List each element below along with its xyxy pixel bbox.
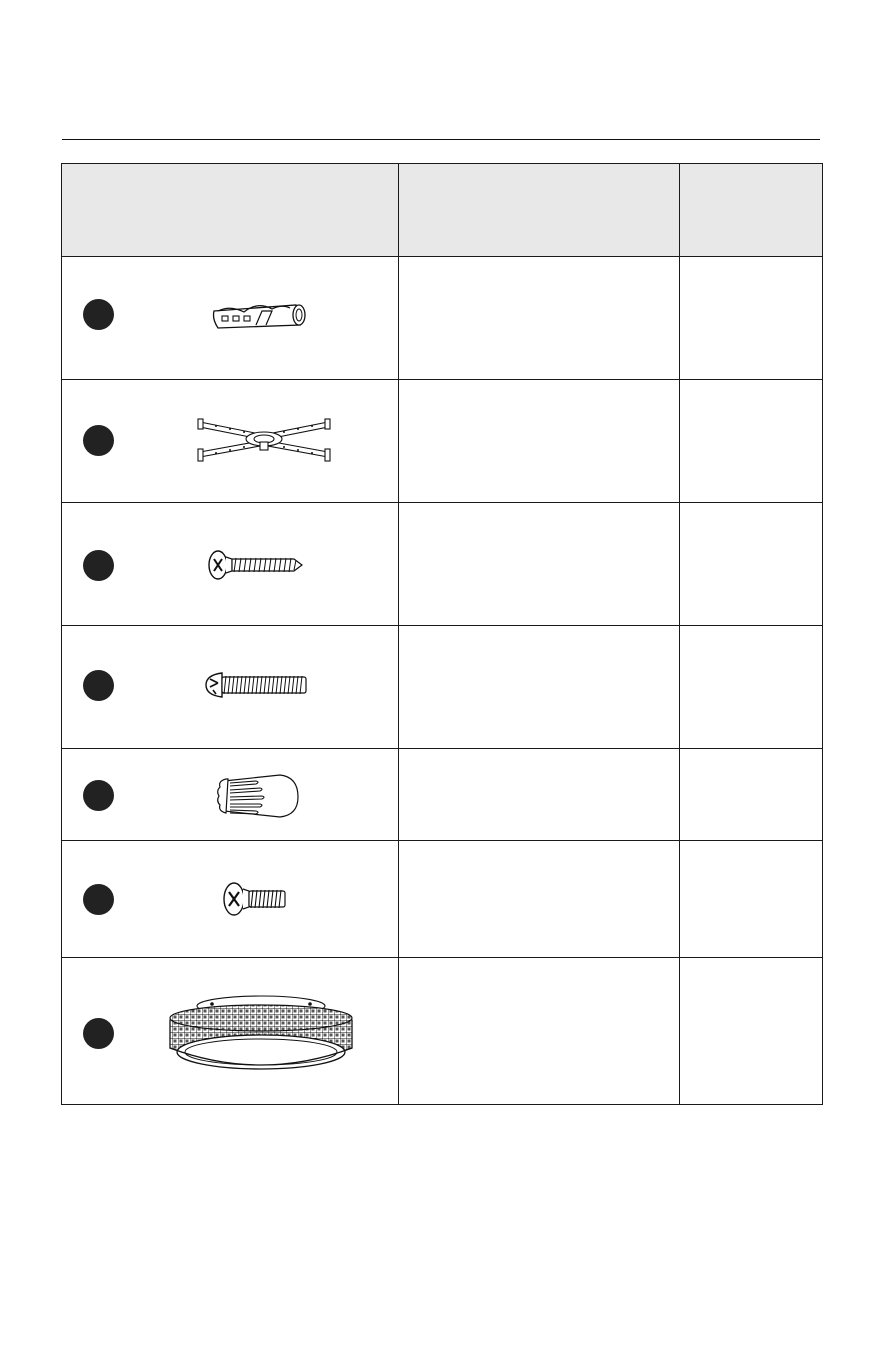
quantity-text: [680, 503, 822, 519]
part-cell: [62, 841, 399, 958]
table-header-row: [62, 164, 823, 257]
wall-anchor-icon: [210, 299, 310, 331]
ceiling-light-fixture-icon: [166, 990, 356, 1072]
part-cell: [62, 380, 399, 503]
description-text: [399, 257, 679, 273]
description-text: [399, 841, 679, 857]
quantity-text: [680, 749, 822, 765]
quantity-text: [680, 380, 822, 396]
table-row: [62, 257, 823, 380]
description-cell: [399, 257, 680, 380]
part-cell: [62, 958, 399, 1105]
table-row: [62, 749, 823, 841]
header-rule: [62, 139, 820, 140]
column-header-description: [399, 164, 680, 257]
table-row: [62, 958, 823, 1105]
item-badge: [83, 550, 114, 581]
table-row: [62, 503, 823, 626]
quantity-cell: [680, 841, 823, 958]
column-header-quantity: [680, 164, 823, 257]
item-badge: [83, 670, 114, 701]
quantity-cell: [680, 626, 823, 749]
column-header-part: [62, 164, 399, 257]
table-row: [62, 626, 823, 749]
description-cell: [399, 749, 680, 841]
description-text: [399, 958, 679, 974]
item-badge: [83, 884, 114, 915]
item-badge: [83, 299, 114, 330]
quantity-cell: [680, 958, 823, 1105]
quantity-cell: [680, 503, 823, 626]
item-badge: [83, 1018, 114, 1049]
description-text: [399, 380, 679, 396]
parts-table: [61, 163, 823, 1105]
item-badge: [83, 780, 114, 811]
description-cell: [399, 380, 680, 503]
part-cell: [62, 749, 399, 841]
wire-connector-icon: [214, 773, 300, 819]
short-flat-screw-icon: [219, 881, 289, 917]
quantity-cell: [680, 380, 823, 503]
part-cell: [62, 503, 399, 626]
description-cell: [399, 626, 680, 749]
quantity-text: [680, 257, 822, 273]
description-cell: [399, 503, 680, 626]
quantity-cell: [680, 749, 823, 841]
quantity-text: [680, 958, 822, 974]
table-row: [62, 841, 823, 958]
description-text: [399, 503, 679, 519]
description-text: [399, 749, 679, 765]
cross-bracket-icon: [196, 416, 332, 466]
table-row: [62, 380, 823, 503]
description-text: [399, 626, 679, 642]
round-head-machine-screw-icon: [204, 670, 310, 700]
quantity-cell: [680, 257, 823, 380]
quantity-text: [680, 626, 822, 642]
item-badge: [83, 425, 114, 456]
part-cell: [62, 626, 399, 749]
part-cell: [62, 257, 399, 380]
description-cell: [399, 958, 680, 1105]
quantity-text: [680, 841, 822, 857]
description-cell: [399, 841, 680, 958]
flat-head-wood-screw-icon: [206, 549, 306, 581]
